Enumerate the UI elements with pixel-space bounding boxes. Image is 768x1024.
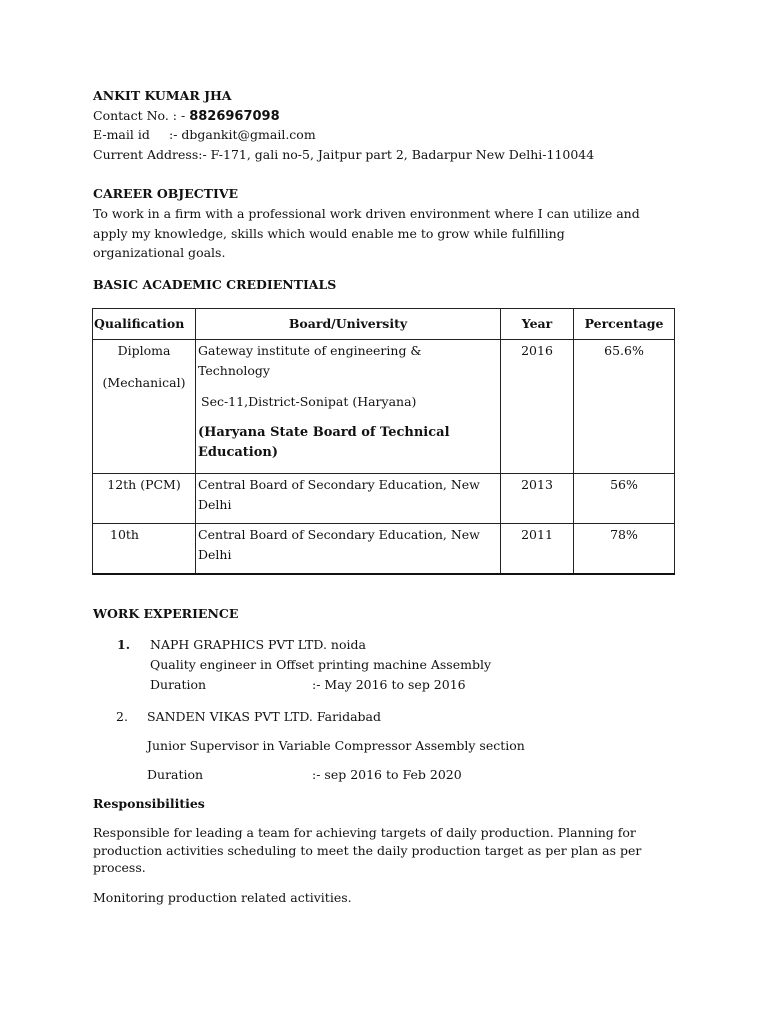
table-row — [93, 474, 675, 524]
cell-qualification: 10th — [93, 524, 196, 575]
table-row — [93, 340, 675, 474]
qualification-sub: (Mechanical) — [102, 375, 186, 390]
col-header-qualification: Qualification — [93, 309, 196, 340]
cell-board — [196, 340, 501, 474]
col-header-percentage: Percentage — [574, 309, 675, 340]
cell-qualification — [93, 340, 196, 474]
career-objective-heading: CAREER OBJECTIVE — [93, 186, 239, 201]
col-header-year: Year — [501, 309, 574, 340]
responsibility-line-3: process. — [93, 860, 146, 875]
board-line: Delhi — [198, 497, 232, 512]
job-number: 2. — [116, 709, 128, 724]
career-line-2: apply my knowledge, skills which would enable me to grow while fulfilling — [93, 226, 565, 241]
job-role: Quality engineer in Offset printing machine Assembly — [150, 657, 492, 672]
job-duration-label: Duration — [150, 677, 207, 692]
cell-percentage: 78% — [574, 524, 675, 575]
board-line: Central Board of Secondary Education, New — [198, 527, 480, 542]
board-line: Sec-11,District-Sonipat (Haryana) — [201, 394, 417, 409]
contact-line — [93, 106, 280, 127]
board-line: Delhi — [198, 547, 232, 562]
responsibility-line-1: Responsible for leading a team for achieving targets of daily production. Planning for — [93, 825, 636, 840]
cell-year: 2011 — [501, 524, 574, 575]
qualification-text: Diploma — [117, 343, 171, 358]
email-label: E-mail id — [93, 127, 150, 142]
col-header-board: Board/University — [196, 309, 501, 340]
board-line: (Haryana State Board of Technical — [198, 425, 450, 440]
current-address: Current Address:- F-171, gali no-5, Jaitpur part 2, Badarpur New Delhi-110044 — [93, 147, 595, 162]
cell-percentage: 56% — [574, 474, 675, 524]
table-row — [93, 524, 675, 575]
academics-table — [92, 308, 675, 575]
academics-heading: BASIC ACADEMIC CREDIENTIALS — [93, 277, 337, 292]
board-line: Gateway institute of engineering & — [198, 343, 422, 358]
board-line: Education) — [198, 445, 279, 460]
job-duration-label: Duration — [147, 767, 204, 782]
job-company: SANDEN VIKAS PVT LTD. Faridabad — [147, 709, 381, 724]
job-duration-value: :- sep 2016 to Feb 2020 — [312, 767, 462, 782]
cell-board — [196, 474, 501, 524]
responsibility-line-2: production activities scheduling to meet the daily production target as per plan as per — [93, 843, 642, 858]
career-line-1: To work in a firm with a professional work driven environment where I can utilize and — [93, 206, 640, 221]
cell-year: 2013 — [501, 474, 574, 524]
cell-board — [196, 524, 501, 575]
work-experience-heading: WORK EXPERIENCE — [93, 606, 239, 621]
email-value: :- dbgankit@gmail.com — [169, 127, 316, 142]
job-number: 1. — [117, 637, 131, 652]
board-line: Central Board of Secondary Education, New — [198, 477, 480, 492]
candidate-name: ANKIT KUMAR JHA — [93, 88, 232, 103]
contact-label: Contact No. : - — [93, 108, 190, 123]
responsibility-monitoring: Monitoring production related activities. — [93, 890, 352, 905]
career-line-3: organizational goals. — [93, 245, 226, 260]
job-role: Junior Supervisor in Variable Compressor Assembly section — [147, 738, 525, 753]
responsibilities-heading: Responsibilities — [93, 796, 205, 811]
cell-year: 2016 — [501, 340, 574, 474]
cell-percentage: 65.6% — [574, 340, 675, 474]
job-duration-value: :- May 2016 to sep 2016 — [312, 677, 466, 692]
board-line: Technology — [198, 363, 270, 378]
contact-number: 8826967098 — [189, 109, 280, 124]
cell-qualification: 12th (PCM) — [93, 474, 196, 524]
job-company: NAPH GRAPHICS PVT LTD. noida — [150, 637, 366, 652]
